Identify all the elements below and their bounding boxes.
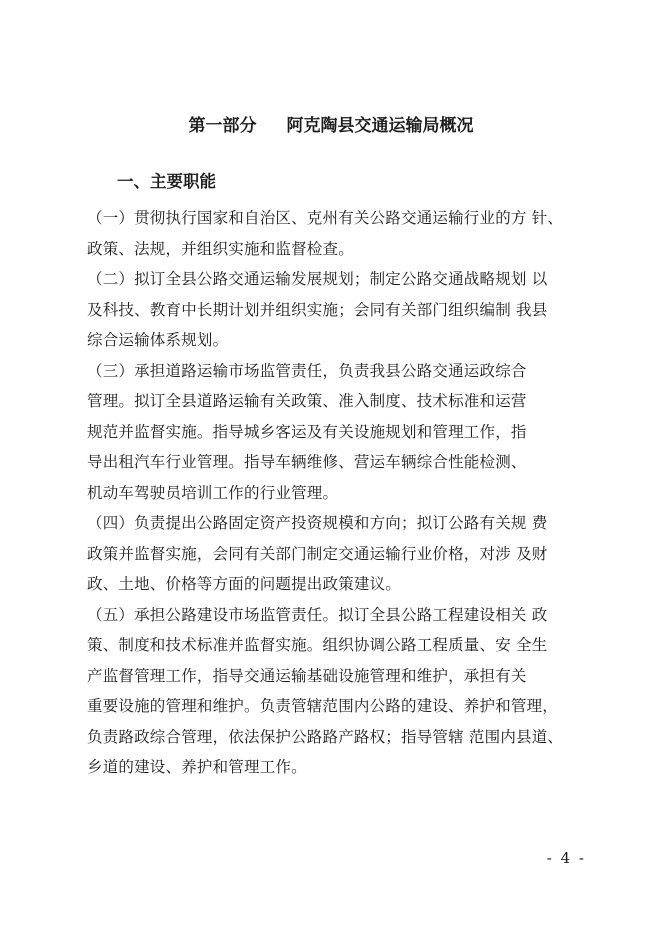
text-line: （三）承担道路运输市场监管责任，负责我县公路交通运政综合: [87, 361, 527, 380]
title-name: 阿克陶县交通运输局概况: [286, 116, 474, 136]
text-line: 综合运输体系规划。: [87, 331, 229, 349]
text-line: 机动车驾驶员培训工作的行业管理。: [87, 483, 339, 502]
text-line: 策、制度和技术标准并监督实施。组织协调公路工程质量、安 全生: [87, 636, 548, 654]
text-line: 政、土地、价格等方面的问题提出政策建议。: [87, 575, 402, 593]
text-line: 产监督管理工作，指导交通运输基础设施管理和维护，承担有关: [87, 666, 527, 685]
text-line: （二）拟订全县公路交通运输发展规划；制定公路交通战略规划 以: [87, 270, 548, 288]
text-line: 乡道的建设、养护和管理工作。: [87, 758, 307, 776]
title-part: 第一部分: [188, 116, 257, 136]
text-line: （四）负责提出公路固定资产投资规模和方向；拟订公路有关规 费: [87, 514, 548, 532]
text-line: 重要设施的管理和维护。负责管辖范围内公路的建设、养护和管理，: [87, 697, 559, 715]
page-number: - 4 -: [546, 849, 586, 867]
page-title: [0, 114, 662, 138]
text-line: 管理。拟订全县道路运输有关政策、准入制度、技术标准和运营: [87, 392, 527, 410]
text-line: 负责路政综合管理，依法保护公路路产路权；指导管辖 范围内县道、: [87, 727, 564, 746]
text-line: 规范并监督实施。指导城乡客运及有关设施规划和管理工作，指: [87, 422, 527, 441]
text-line: （一）贯彻执行国家和自治区、克州有关公路交通运输行业的方 针、: [87, 209, 564, 227]
text-line: 及科技、教育中长期计划并组织实施；会同有关部门组织编制 我县: [87, 300, 548, 319]
text-line: 政策、法规，并组织实施和监督检查。: [87, 239, 354, 258]
text-line: （五）承担公路建设市场监管责任。拟订全县公路工程建设相关 政: [87, 605, 548, 624]
text-line: 政策并监督实施，会同有关部门制定交通运输行业价格，对涉 及财: [87, 544, 548, 563]
body-text: [87, 203, 587, 783]
text-line: 导出租汽车行业管理。指导车辆维修、营运车辆综合性能检测、: [87, 453, 527, 471]
section-heading: 一、主要职能: [117, 172, 216, 191]
